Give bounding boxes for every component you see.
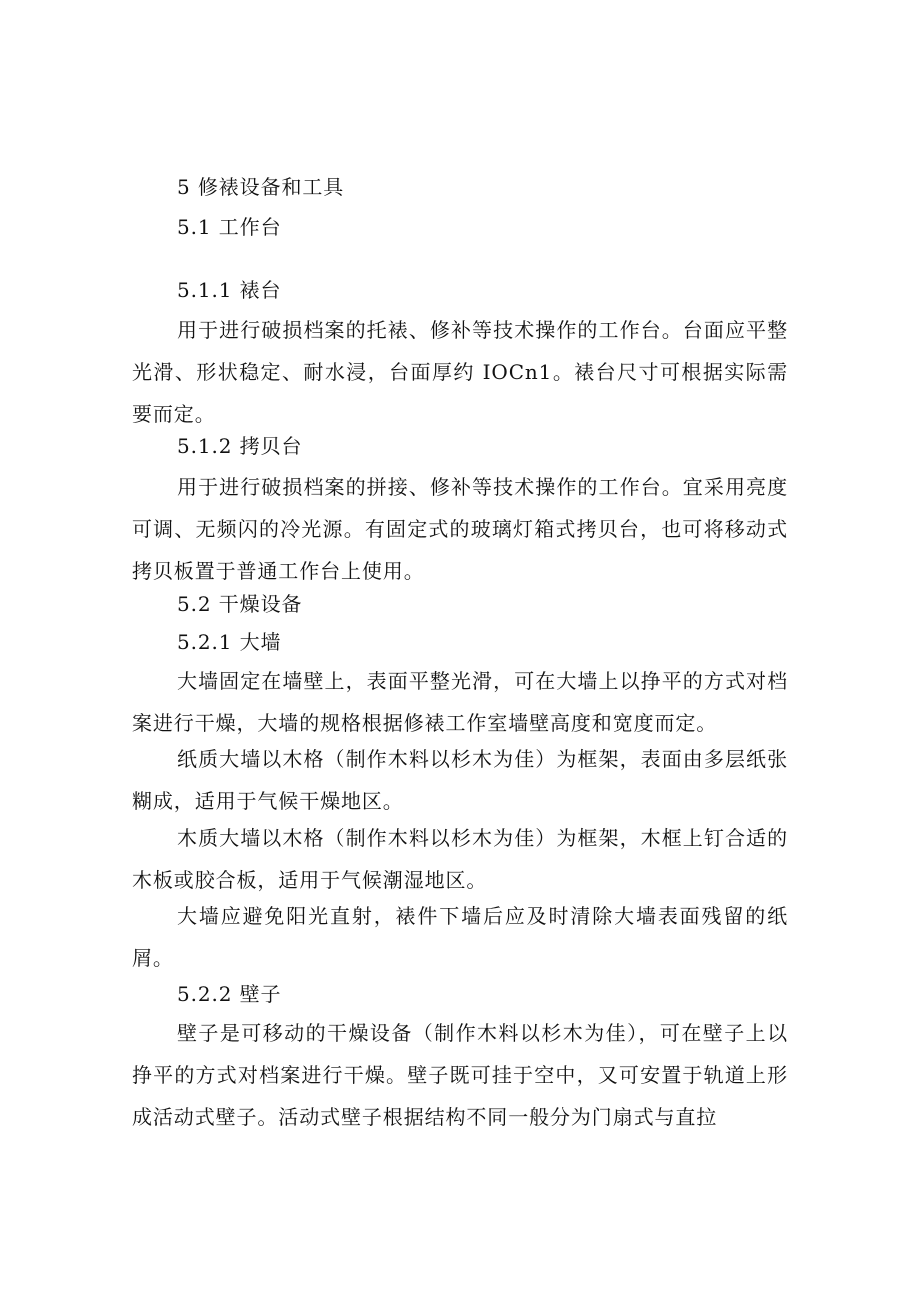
section-5-2-1-paragraph-4: 大墙应避免阳光直射，裱件下墙后应及时清除大墙表面残留的纸屑。	[132, 904, 788, 970]
section-5-2-heading: 5.2 干燥设备	[177, 592, 303, 616]
section-5-2-2-paragraph: 壁子是可移动的干燥设备（制作木料以杉木为佳），可在壁子上以挣平的方式对档案进行干燥。壁子既可挂于空中，又可安置于轨道上形成活动式壁子。活动式壁子根据结构不同一般分为门扇式与直拉	[132, 1021, 788, 1129]
section-5-1-1-heading: 5.1.1 裱台	[177, 278, 282, 302]
section-5-heading: 5 修裱设备和工具	[177, 175, 345, 199]
section-5-1-1-paragraph: 用于进行破损档案的托裱、修补等技术操作的工作台。台面应平整光滑、形状稳定、耐水浸，台面厚约 IOCn1。裱台尺寸可根据实际需要而定。	[132, 318, 788, 426]
section-5-2-1-heading: 5.2.1 大墙	[177, 630, 282, 654]
section-5-1-2-heading: 5.1.2 拷贝台	[177, 434, 303, 458]
section-5-1-2-paragraph: 用于进行破损档案的拼接、修补等技术操作的工作台。宜采用亮度可调、无频闪的冷光源。有固定式的玻璃灯箱式拷贝台，也可将移动式拷贝板置于普通工作台上使用。	[132, 475, 788, 583]
section-5-1-heading: 5.1 工作台	[177, 215, 282, 239]
section-5-2-1-paragraph-3: 木质大墙以木格（制作木料以杉木为佳）为框架，木框上钉合适的木板或胶合板，适用于气候潮湿地区。	[132, 826, 788, 892]
section-5-2-2-heading: 5.2.2 壁子	[177, 982, 282, 1006]
section-5-2-1-paragraph-2: 纸质大墙以木格（制作木料以杉木为佳）为框架，表面由多层纸张糊成，适用于气候干燥地区。	[132, 747, 788, 813]
section-5-2-1-paragraph-1: 大墙固定在墙壁上，表面平整光滑，可在大墙上以挣平的方式对档案进行干燥，大墙的规格根据修裱工作室墙壁高度和宽度而定。	[132, 669, 788, 735]
